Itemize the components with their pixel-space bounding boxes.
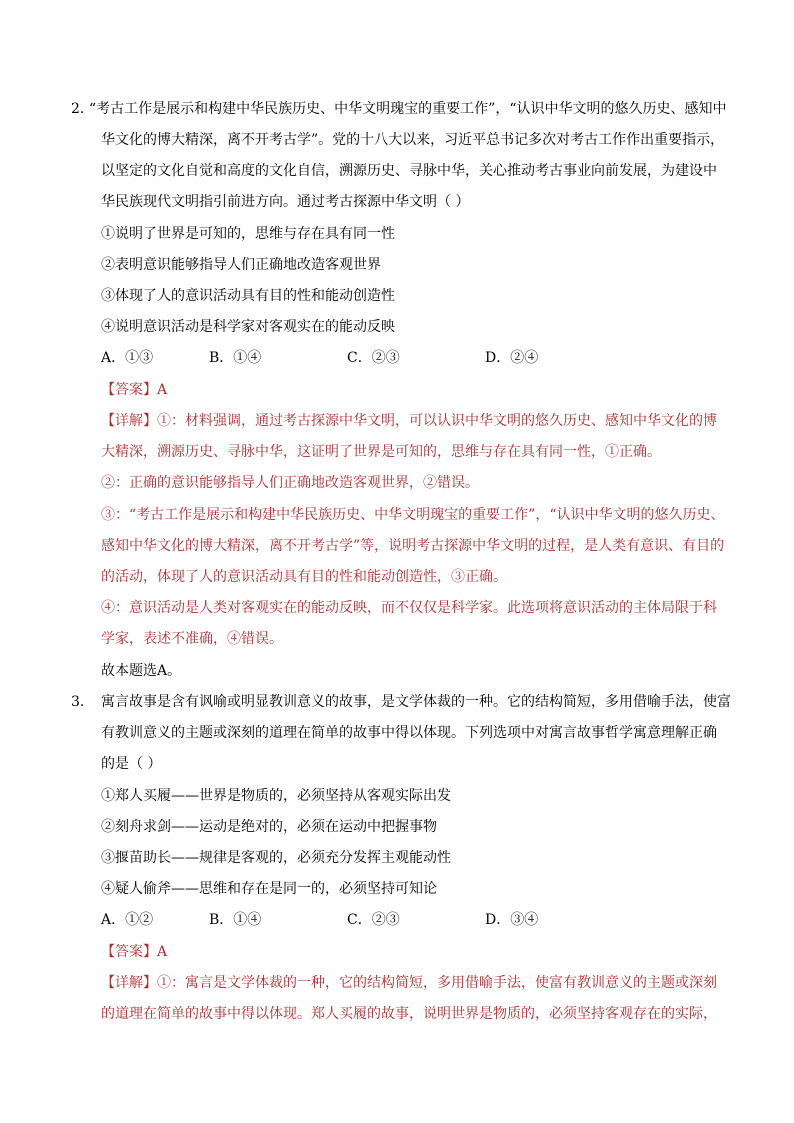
question-number: 3． — [71, 694, 94, 710]
option-c: C．②③ — [347, 912, 400, 928]
question-stem-line: 有教训意义的主题或深刻的道理在简单的故事中得以体现。下列选项中对寓言故事哲学寓意理解正确 — [101, 725, 717, 741]
detail-line: 学家，表述不准确，④错误。 — [101, 631, 283, 647]
question-number: 2． — [71, 101, 94, 117]
detail-line: 大精深，溯源历史、寻脉中华，这证明了世界是可知的，思维与存在具有同一性，①正确。 — [101, 444, 661, 460]
statement: ③揠苗助长——规律是客观的，必须充分发挥主观能动性 — [101, 850, 451, 866]
conclusion: 故本题选A。 — [101, 663, 182, 679]
detail-line: 的道理在简单的故事中得以体现。郑人买履的故事，说明世界是物质的，必须坚持客观存在的实际， — [101, 1006, 717, 1022]
option-a: A．①③ — [101, 350, 154, 366]
detail-line: 感知中华文化的博大精深，离不开考古学”等，说明考古探源中华文明的过程，是人类有意识、有目的 — [101, 538, 725, 554]
question-stem-line: 以坚定的文化自觉和高度的文化自信，溯源历史、寻脉中华，关心推动考古事业向前发展，为建设中 — [101, 163, 717, 179]
question-stem-line: 华民族现代文明指引前进方向。通过考古探源中华文明（ ） — [101, 194, 470, 210]
statement: ②表明意识能够指导人们正确地改造客观世界 — [101, 257, 381, 273]
option-c: C．②③ — [347, 350, 400, 366]
statement: ①说明了世界是可知的，思维与存在具有同一性 — [101, 226, 395, 242]
detail-line: ②：正确的意识能够指导人们正确地改造客观世界，②错误。 — [101, 475, 479, 491]
statement: ②刻舟求剑——运动是绝对的，必须在运动中把握事物 — [101, 819, 437, 835]
detail-line: 的活动，体现了人的意识活动具有目的性和能动创造性，③正确。 — [101, 569, 507, 585]
option-d: D．③④ — [485, 912, 539, 928]
detail-line: ④：意识活动是人类对客观实在的能动反映，而不仅仅是科学家。此选项将意识活动的主体局限于科 — [101, 600, 717, 616]
answer-label: 【答案】A — [101, 944, 168, 960]
option-b: B．①④ — [209, 350, 262, 366]
statement: ①郑人买履——世界是物质的，必须坚持从客观实际出发 — [101, 788, 451, 804]
question-stem-line: 的是（ ） — [101, 756, 162, 772]
answer-label: 【答案】A — [101, 382, 168, 398]
statement: ④疑人偷斧——思维和存在是同一的，必须坚持可知论 — [101, 881, 437, 897]
option-d: D．②④ — [485, 350, 539, 366]
detail-line: 【详解】①：材料强调，通过考古探源中华文明，可以认识中华文明的悠久历史、感知中华文化的博 — [101, 413, 717, 429]
detail-line: 【详解】①：寓言是文学体裁的一种，它的结构简短，多用借喻手法，使富有教训意义的主题或深刻 — [101, 975, 717, 991]
option-a: A．①② — [101, 912, 154, 928]
question-stem-line: 华文化的博大精深，离不开考古学”。党的十八大以来，习近平总书记多次对考古工作作出重要指示， — [101, 132, 725, 148]
option-b: B．①④ — [209, 912, 262, 928]
question-stem-line: “考古工作是展示和构建中华民族历史、中华文明瑰宝的重要工作”，“认识中华文明的悠久历史、感知中 — [89, 101, 727, 117]
statement: ③体现了人的意识活动具有目的性和能动创造性 — [101, 288, 395, 304]
detail-line: ③：“考古工作是展示和构建中华民族历史、中华文明瑰宝的重要工作”，“认识中华文明的悠久历史、 — [101, 507, 725, 523]
statement: ④说明意识活动是科学家对客观实在的能动反映 — [101, 319, 395, 335]
question-stem-line: 寓言故事是含有讽喻或明显教训意义的故事，是文学体裁的一种。它的结构简短，多用借喻手法，使富 — [101, 694, 731, 710]
